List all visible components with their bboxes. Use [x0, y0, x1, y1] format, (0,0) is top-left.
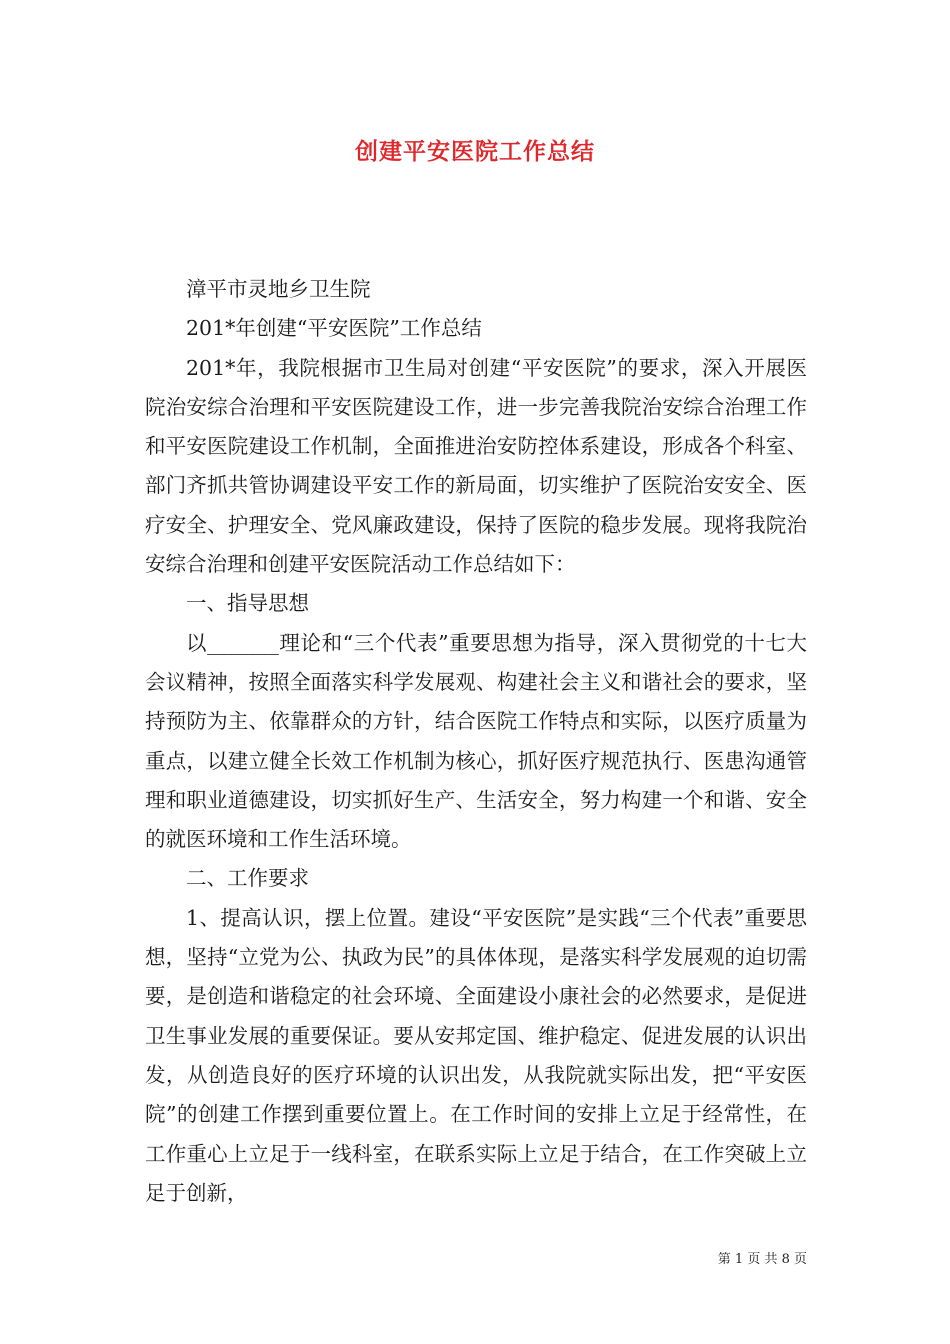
section-heading-work-requirements: 二、工作要求 — [186, 866, 309, 891]
section-heading-guiding-ideology: 一、指导思想 — [186, 591, 309, 616]
page-title: 创建平安医院工作总结 — [355, 138, 595, 165]
document-body — [145, 270, 807, 1213]
paragraph-subtitle: 201*年创建“平安医院”工作总结 — [186, 316, 482, 341]
paragraph-organization: 漳平市灵地乡卫生院 — [186, 277, 371, 301]
paragraph-guiding-ideology: 以_______理论和“三个代表”重要思想为指导，深入贯彻党的十七大会议精神，按照全面落实科学发展观、构建社会主义和谐社会的要求，坚持预防为主、依靠群众的方针，结合医院工作特点和实际，以医疗质量为重点，以建立健全长效工作机制为核心，抓好医疗规范执行、医患沟通管理和职业道德建设，切实抓好生产、生活安全，努力构建一个和谐、安全的就医环境和工作生活环境。 — [145, 630, 807, 852]
paragraph-introduction: 201*年，我院根据市卫生局对创建“平安医院”的要求，深入开展医院治安综合治理和平安医院建设工作，进一步完善我院治安综合治理工作和平安医院建设工作机制，全面推进治安防控体系建设，形成各个科室、部门齐抓共管协调建设平安工作的新局面，切实维护了医院治安安全、医疗安全、护理安全、党风廉政建设，保持了医院的稳步发展。现将我院治安综合治理和创建平安医院活动工作总结如下： — [145, 355, 807, 577]
page-number: 第 1 页 共 8 页 — [717, 1252, 807, 1267]
paragraph-requirement-1: 1、提高认识，摆上位置。建设“平安医院”是实践“三个代表”重要思想，坚持“立党为公、执政为民”的具体体现，是落实科学发展观的迫切需要，是创造和谐稳定的社会环境、全面建设小康社会的必然要求，是促进卫生事业发展的重要保证。要从安邦定国、维护稳定、促进发展的认识出发，从创造良好的医疗环境的认识出发，从我院就实际出发，把“平安医院”的创建工作摆到重要位置上。在工作时间的安排上立足于经常性，在工作重心上立足于一线科室，在联系实际上立足于结合，在工作突破上立足于创新， — [145, 905, 807, 1205]
